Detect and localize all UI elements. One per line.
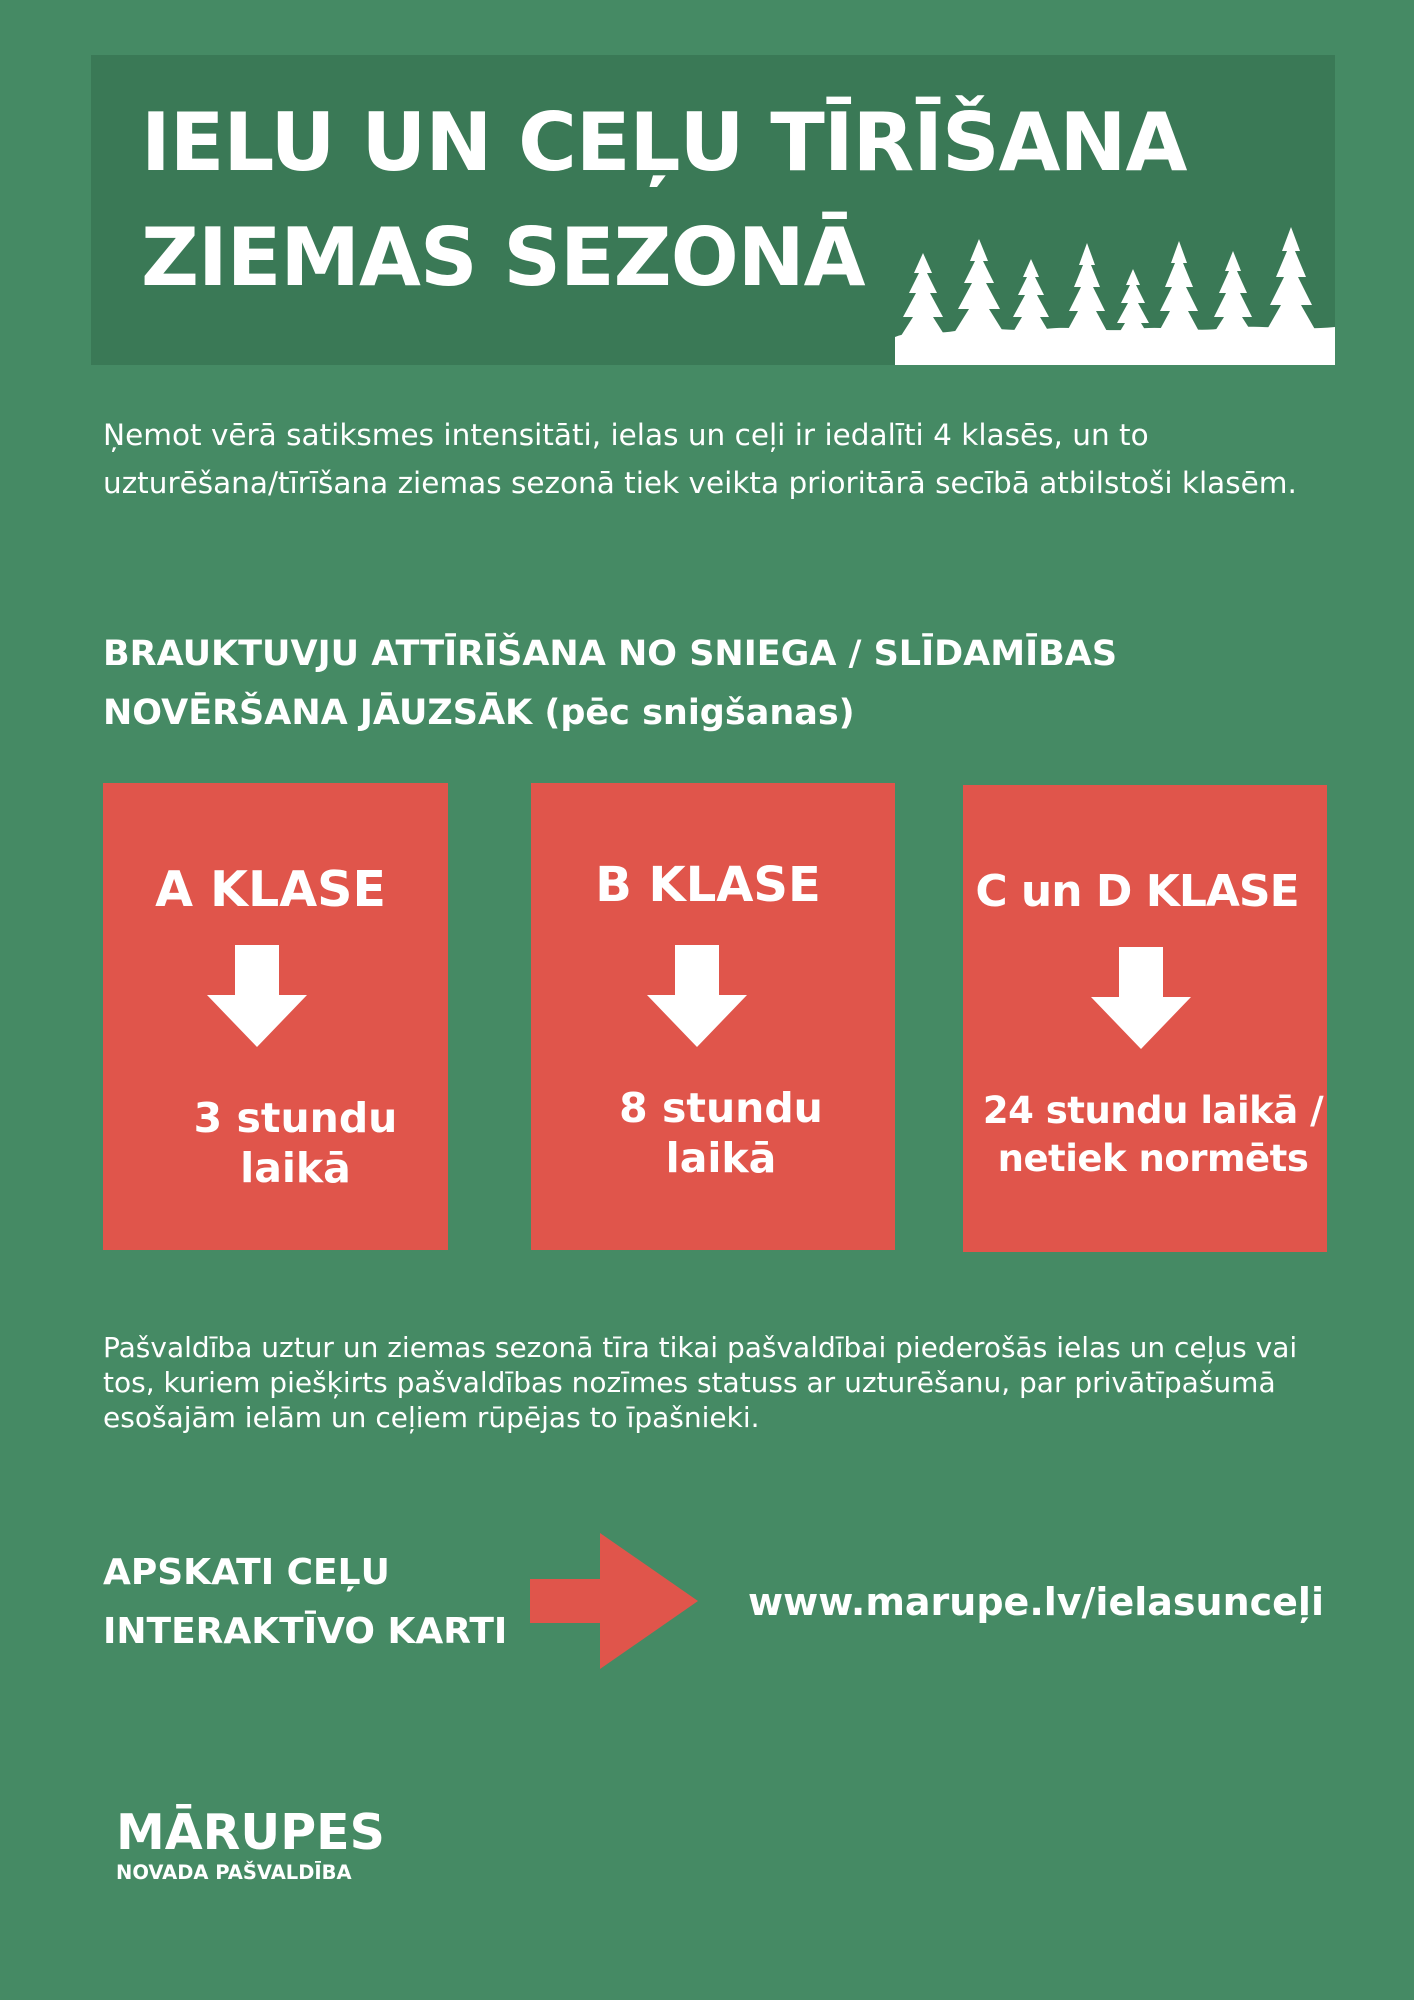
class-card-title: B KLASE <box>595 857 821 913</box>
map-cta-label-line-1: APSKATI CEĻU <box>103 1552 390 1593</box>
logo-sub-text: NOVADA PAŠVALDĪBA <box>116 1861 352 1884</box>
class-card-c-d <box>963 785 1327 1252</box>
pine-trees-icon <box>895 225 1335 365</box>
class-card-time-line-1: 3 stundu <box>193 1094 398 1142</box>
arrow-down-icon <box>207 945 307 1047</box>
class-card-time-line-2: laikā <box>665 1134 777 1182</box>
header-banner <box>91 55 1335 365</box>
class-card-time-line-2: laikā <box>240 1144 351 1192</box>
class-card-time-line-2: netiek normēts <box>997 1137 1309 1180</box>
arrow-down-icon <box>1091 947 1191 1049</box>
class-card-title: A KLASE <box>155 861 386 918</box>
arrow-down-icon <box>647 945 747 1047</box>
map-cta-label <box>103 1543 507 1661</box>
class-card-time <box>123 1093 468 1193</box>
class-card-time-line-1: 24 stundu laikā / <box>982 1089 1324 1132</box>
page-title-line-1: IELU UN CEĻU TĪRĪŠANA <box>141 96 1187 189</box>
municipality-logo <box>116 1805 385 1885</box>
class-card-time <box>539 1083 903 1183</box>
interactive-map-link[interactable]: www.marupe.lv/ielasunceļi <box>748 1580 1324 1624</box>
ownership-note: Pašvaldība uztur un ziemas sezonā tīra tikai pašvaldībai piederošās ielas un ceļus vai tos, kuriem piešķirts pašvaldības nozīmes statuss ar uzturēšanu, par privātīpašumā esošajām ielām un ceļiem rūpējas to īpašnieki. <box>103 1331 1298 1434</box>
section-title-line-1: BRAUKTUVJU ATTĪRĪŠANA NO SNIEGA / SLĪDAMĪBAS <box>103 634 1118 674</box>
page-title-line-2: ZIEMAS SEZONĀ <box>141 211 865 304</box>
class-card-time-line-1: 8 stundu <box>619 1084 823 1132</box>
map-cta-label-line-2: INTERAKTĪVO KARTI <box>103 1611 508 1652</box>
intro-text: Ņemot vērā satiksmes intensitāti, ielas un ceļi ir iedalīti 4 klasēs, un to uzturēšana/tīrīšana ziemas sezonā tiek veikta prioritārā secībā atbilstoši klasēm. <box>103 418 1297 500</box>
arrow-right-icon <box>530 1533 698 1669</box>
class-card-b <box>531 783 895 1250</box>
class-card-time <box>971 1087 1335 1183</box>
section-title-line-2: NOVĒRŠANA JĀUZSĀK (pēc snigšanas) <box>103 693 855 733</box>
logo-main-text: MĀRUPES <box>116 1804 385 1861</box>
class-card-a <box>103 783 448 1250</box>
section-title <box>103 625 1303 743</box>
class-card-title: C un D KLASE <box>975 866 1299 917</box>
